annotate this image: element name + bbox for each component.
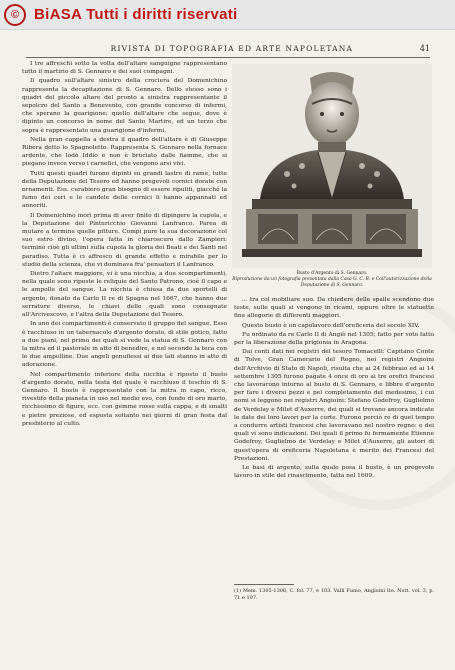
paragraph: Nella gran cappella a destra il quadro dell'altare è di Giuseppe Ribera detto lo Spagnoletto. Rappresenta S. Gennaro nella fornace ardente, che lodò Iddio e non è bruciato dalle fiamme, che si piegano invece verso i carnefici, che vengono arsi vivi. bbox=[22, 136, 227, 168]
paragraph: Dai conti dati nei registri del tesoro Tomacelli: Capitano Conte di Tolve, Gran Camerario del Regno, nei registri Angioini dell'Archivio di Stato di Napoli, risulta che ai 24 febbraio ed ai 14 settembre 1305 furono pagate 4 once di oro ai tre orefici francesi che lavorarono intorno al busto di S. Gennaro, e libbre d'argento per fare i diversi pezzi e pel completamento del medesimo, i cui nomi si leggono nei registri Angioini: Stefano Godefroy, Guglielmo de Verdelay e Milet d'Auxerre, dei quali si trovano ancora indicate le date dei loro lavori per la corte. Furono perciò re di quel tempo a condurre artisti francesi che lavoravano nel nostro regno: e dei quali vi sono indicazioni. Dei quali il primo fu fermamente Etienne Godefroy, Guglielmo de Verdelay e Milet d'Auxerre, gli autori di quest'opera di oreficeria Napoletana è merito dei Francesi del Prestazioni. bbox=[234, 349, 434, 462]
paragraph: ... tra col mobiliare suo. Da chiedere delle spalle scendono due teste, sulle quali si vengono in ricami, oppure oltre le statuette fine allegorie di differenti maggiori. bbox=[234, 297, 434, 320]
page-number: 41 bbox=[419, 43, 430, 53]
footnote-rule bbox=[234, 584, 294, 585]
caption-credit: Riproduzione da un fotografia presentata dalla Casa G. C. B. e Coll'autorizzazione della Deputazione di S. Gennaro. bbox=[232, 277, 432, 288]
paragraph: Dietro l'altare maggiore, vi è una nicchia, a due scompartimenti, nella quale sono riposte le reliquie del Santo Patrono, cioè il capo e le ampolle del sangue. La nicchia è chiusa da due sportelli di argento, donato da Carlo II re di Spagna nel 1667, che hanno due serrature diverse, le chiavi delle quali sono consegnate all'Arcivescovo, e l'altra della Deputazione del Tesoro. bbox=[22, 271, 227, 319]
footnote: (1) Mem. 1305-1306, C. fol. 77, e 103. Valli Fumo, Angioini Ite. Nott. vol. 3, p. 71 e 107. bbox=[234, 588, 434, 601]
watermark-banner bbox=[0, 0, 455, 30]
left-column bbox=[22, 60, 227, 615]
banner-text: BiASA Tutti i diritti riservati bbox=[34, 6, 238, 23]
figure-caption bbox=[232, 271, 432, 289]
paragraph: Questo busto è un capolavoro dell'oreficeria del secolo XIV. bbox=[242, 322, 420, 329]
biasa-logo-icon: © bbox=[4, 4, 26, 26]
header-rule bbox=[26, 57, 430, 58]
header-title: RIVISTA DI TOPOGRAFIA ED ARTE NAPOLETANA bbox=[110, 43, 354, 53]
paragraph: I tre affreschi sotto la volta dell'altare sanguigne rappresentano tutto il martirio di S. Gennaro e dei suoi compagni. bbox=[22, 61, 227, 76]
paragraph: Il Domenichino morì prima di aver finito di dipingere la cupola, e la Deputazione del Pinturicchio Giovanni Lanfranco. Parea di mutare a termine quelle pitture. Compì pure la sua decorazione col suo estro divino, l'opera fatta in chiaroscuro dallo Zampieri: terminò cioè gli ultimi sulla cupola la gloria dei Beati e dei Santi nel paradiso. Tutta è ci affresco di grande effetto e mirabile per lo studio della scienza, che vi dominava fra' pensatori il Lanfranco. bbox=[22, 212, 227, 268]
right-column bbox=[234, 296, 434, 551]
caption-title: Busto d'Argento di S. Gennaro. bbox=[296, 271, 368, 276]
bust-illustration bbox=[232, 64, 432, 286]
bust-of-san-gennaro-image bbox=[232, 64, 432, 269]
paragraph: Tutti questi quadri furono dipinti su grandi lastre di rame, tutte della Deputazione del Tesoro ed hanno pregevoli cornici dorate con ornamenti. Ess. curabiero gran bisogno di essere ripuliti, giacché la fumo dei ceri e le candele delle cornici li hanno appannati ed anneriti. bbox=[22, 170, 227, 210]
paragraph: Nel compartimento inferiore della nicchia è riposto il busto d'argento dorato, nella testa del quale è racchiuso il teschio di S. Gennaro. Il busto è rappresentato con la mitra in capo, ricco, rivestito della pianeta in uso nel medio evo, con fondo di oro marto, ricchissimo di figure, ecc. con gemme rosse sulla cappa, e di smalti e pietre preziose, ed esposta soltanto nei giorni di gran festa dal presbiterio al culto. bbox=[22, 371, 227, 427]
paragraph: In uno dei compartimenti è conservato il gruppo del sangue. Esso è racchiuso in un tabernacolo d'argento dorato, di stile gotico, fatto a due piani, nel primo dei quali si vede la statua di S. Gennaro con la mitra ed il pastorale in atto di benedire, e nel secondo la teca con le due ampolline. Due angeli genuflessi ai due lati stanno in atto di adorazione. bbox=[22, 321, 227, 369]
paragraph: Fu ordinato da re Carlo II di Angiò nel 1305; fatto per voto fatto per la liberazione della prigionia in Aragona. bbox=[234, 331, 434, 347]
running-header bbox=[26, 41, 430, 55]
paragraph: Il quadro sull'altare sinistro della crociera del Domenichino rappresenta la decapitazione di S. Gennaro. Dello stesso sono i quadri del piccolo altare del pronto a sinistra rappresentante il sepolcro del Santo a Benevento, con grande concorso di infermi, che sperano la guarigione; quello dell'altare che segue, dove è dipinto un concorso in nome del Santo Martire, ed un terzo che sopra è rappresentato una guarigione d'infermi. bbox=[22, 78, 227, 134]
paragraph: Le basi di argento, sulla quale posa il busto, è un pregevole lavoro in stile del rinascimento, fatta nel 1609. bbox=[234, 465, 434, 480]
